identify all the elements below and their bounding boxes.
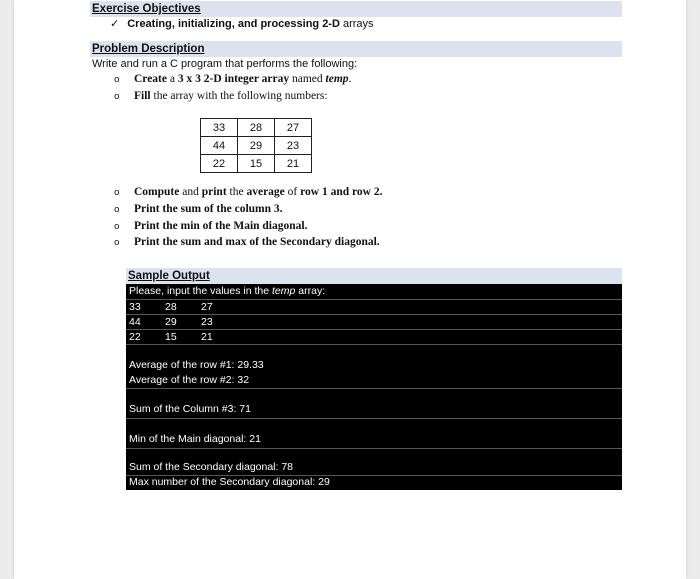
array-values-table: [200, 118, 312, 173]
console-divider: [126, 314, 622, 315]
table-cell: 22: [201, 155, 238, 173]
console-divider: [126, 329, 622, 330]
console-divider: [126, 344, 622, 345]
circle-bullet-icon: o: [114, 238, 120, 248]
sample-output-heading: Sample Output: [126, 268, 622, 284]
table-cell: 44: [201, 137, 238, 155]
table-cell: 29: [238, 137, 275, 155]
console-max-secondary: Max number of the Secondary diagonal: 29: [129, 476, 330, 488]
console-divider: [126, 299, 622, 300]
table-cell: 33: [201, 119, 238, 137]
circle-bullet-icon: o: [114, 205, 120, 215]
circle-bullet-icon: o: [114, 75, 120, 85]
table-row: [201, 119, 312, 137]
console-avg-row2: Average of the row #2: 32: [129, 374, 250, 386]
console-divider: [126, 418, 622, 419]
objectives-heading: Exercise Objectives: [90, 1, 622, 17]
bullet-min-main-diagonal: o Print the min of the Main diagonal.: [114, 220, 308, 232]
console-sum-secondary: Sum of the Secondary diagonal: 78: [129, 461, 294, 473]
table-cell: 23: [275, 137, 312, 155]
checkmark-icon: ✓: [110, 18, 120, 30]
bullet-sum-column: o Print the sum of the column 3.: [114, 203, 283, 215]
circle-bullet-icon: o: [114, 188, 120, 198]
console-avg-row1: Average of the row #1: 29.33: [129, 359, 264, 371]
objective-item: ✓ Creating, initializing, and processing 2-D arrays: [110, 18, 374, 30]
circle-bullet-icon: o: [114, 222, 120, 232]
bullet-compute-average: o Compute and print the average of row 1 and row 2.: [114, 186, 383, 198]
bullet-create-array: o Create a 3 x 3 2-D integer array named temp.: [114, 73, 352, 85]
console-divider: [126, 448, 622, 449]
circle-bullet-icon: o: [114, 92, 120, 102]
problem-intro: Write and run a C program that performs the following:: [92, 58, 358, 70]
console-divider: [126, 388, 622, 389]
table-row: [201, 137, 312, 155]
bullet-secondary-diagonal: o Print the sum and max of the Secondary diagonal.: [114, 236, 380, 248]
table-cell: 27: [275, 119, 312, 137]
console-output: Please, input the values in the temp array: 33 28 27 44 29 23 22 15 21 Average of the row #1: 29.33 Average of the row #2: 32 Sum of the Column #3: 71 Min of the Main diagonal: 21 Sum of the Secondary diagonal: 78 Max number of the Secondary diagonal: 29: [126, 284, 622, 490]
table-row: [201, 155, 312, 173]
bullet-fill-array: o Fill the array with the following numbers:: [114, 90, 328, 102]
console-min-main: Min of the Main diagonal: 21: [129, 433, 261, 445]
console-prompt: Please, input the values in the temp array:: [129, 285, 326, 297]
table-cell: 28: [238, 119, 275, 137]
document-page: [14, 0, 686, 579]
console-sum-column3: Sum of the Column #3: 71: [129, 403, 251, 415]
table-cell: 15: [238, 155, 275, 173]
problem-heading: Problem Description: [90, 41, 622, 57]
table-cell: 21: [275, 155, 312, 173]
